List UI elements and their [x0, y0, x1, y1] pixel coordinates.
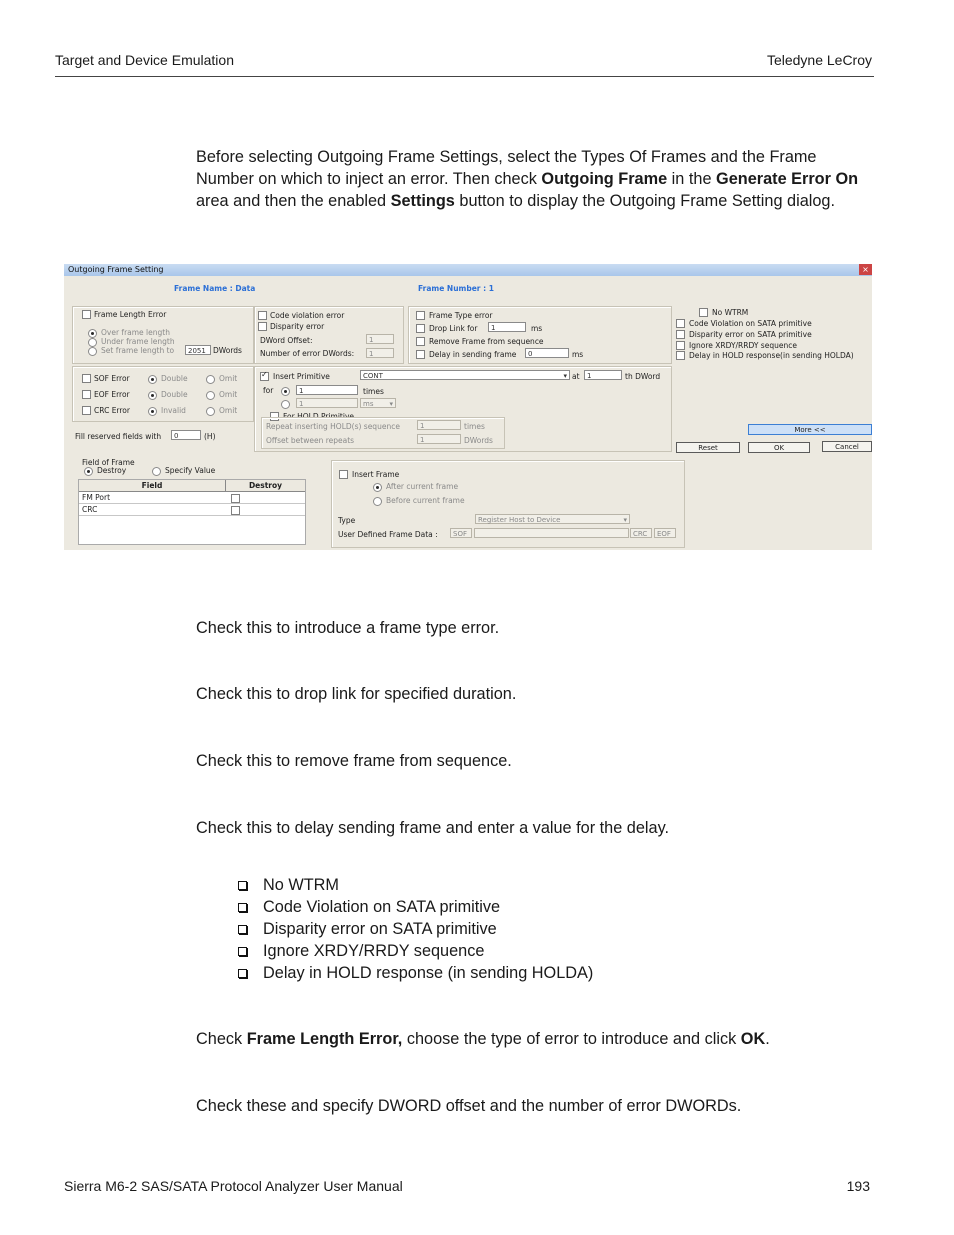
primitive-select[interactable]	[360, 370, 570, 380]
offset-between-label: Offset between repeats	[266, 436, 355, 445]
row-destroy-checkbox[interactable]	[231, 494, 240, 503]
ms-unit-select[interactable]	[360, 398, 396, 408]
eof-omit-radio[interactable]	[206, 391, 215, 400]
remove-frame-description: Check this to remove frame from sequence.	[196, 752, 512, 770]
sof-field[interactable]: SOF	[450, 528, 472, 538]
primitive-value: CONT	[363, 372, 383, 380]
at-label: at	[572, 372, 580, 381]
before-current-label: Before current frame	[386, 496, 465, 505]
after-current-radio[interactable]	[373, 483, 382, 492]
ms-unit-value: ms	[363, 400, 374, 408]
col-field-header: Field	[79, 480, 226, 492]
repeat-hold-input[interactable]: 1	[417, 420, 461, 430]
dword-description: Check these and specify DWORD offset and the number of error DWORDs.	[196, 1097, 742, 1115]
field-of-frame-label: Field of Frame	[82, 458, 135, 467]
code-violation-sata-checkbox[interactable]	[676, 319, 685, 328]
disparity-error-label: Disparity error	[270, 322, 325, 331]
drop-link-unit: ms	[531, 324, 543, 333]
after-current-label: After current frame	[386, 482, 459, 491]
type-value: Register Host to Device	[478, 516, 561, 524]
frame-number-label: Frame Number : 1	[418, 284, 494, 293]
sata-options-list	[238, 874, 593, 984]
col-destroy-header: Destroy	[226, 480, 305, 492]
chevron-down-icon: ▾	[563, 372, 567, 380]
th-dword-label: th DWord	[625, 372, 661, 381]
list-item: No WTRM	[238, 874, 593, 896]
header-left: Target and Device Emulation	[55, 52, 234, 68]
chevron-down-icon: ▾	[389, 400, 393, 408]
cancel-button[interactable]: Cancel	[822, 441, 872, 452]
before-current-radio[interactable]	[373, 497, 382, 506]
frame-type-error-checkbox[interactable]	[416, 311, 425, 320]
delay-hold-checkbox[interactable]	[676, 351, 685, 360]
destroy-label: Destroy	[97, 466, 127, 475]
bullet-box-icon	[238, 969, 247, 978]
delay-sending-input[interactable]: 0	[525, 348, 569, 358]
row-field-name: FM Port	[82, 493, 111, 502]
eof-field[interactable]: EOF	[654, 528, 676, 538]
under-frame-length-radio[interactable]	[88, 338, 97, 347]
frame-length-error-label: Frame Length Error	[94, 310, 167, 319]
frame-type-error-label: Frame Type error	[429, 311, 493, 320]
code-violation-label: Code violation error	[270, 311, 345, 320]
type-label: Type	[338, 516, 356, 525]
field-table	[78, 479, 306, 545]
crc-error-label: CRC Error	[94, 406, 130, 415]
bullet-box-icon	[238, 947, 247, 956]
offset-between-input[interactable]: 1	[417, 434, 461, 444]
for-label: for	[263, 386, 274, 395]
times-label: times	[363, 387, 384, 396]
fill-reserved-unit: (H)	[204, 432, 216, 441]
sof-double-label: Double	[161, 374, 188, 383]
repeat-hold-label: Repeat inserting HOLD(s) sequence	[266, 422, 400, 431]
outgoing-frame-setting-dialog	[64, 264, 872, 550]
chevron-down-icon: ▾	[623, 516, 627, 524]
footer-title: Sierra M6-2 SAS/SATA Protocol Analyzer User Manual	[64, 1178, 403, 1194]
eof-double-radio[interactable]	[148, 391, 157, 400]
crc-omit-radio[interactable]	[206, 407, 215, 416]
row-destroy-checkbox[interactable]	[231, 506, 240, 515]
bullet-box-icon	[238, 903, 247, 912]
over-frame-length-label: Over frame length	[101, 328, 170, 337]
frame-length-error-checkbox[interactable]	[82, 310, 91, 319]
over-frame-length-radio[interactable]	[88, 329, 97, 338]
eof-double-label: Double	[161, 390, 188, 399]
delay-sending-unit: ms	[572, 350, 584, 359]
ms-input[interactable]: 1	[296, 398, 358, 408]
bullet-box-icon	[238, 925, 247, 934]
disparity-sata-label: Disparity error on SATA primitive	[689, 330, 812, 339]
remove-frame-label: Remove Frame from sequence	[429, 337, 544, 346]
crc-invalid-radio[interactable]	[148, 407, 157, 416]
at-input[interactable]: 1	[584, 370, 622, 380]
sof-omit-radio[interactable]	[206, 375, 215, 384]
more-button[interactable]: More <<	[748, 424, 872, 435]
table-row	[79, 492, 305, 504]
header-right: Teledyne LeCroy	[766, 52, 872, 68]
dialog-title: Outgoing Frame Setting	[64, 264, 872, 276]
for-times-radio[interactable]	[281, 387, 290, 396]
page-number: 193	[846, 1178, 870, 1194]
fill-reserved-label: Fill reserved fields with	[75, 432, 162, 441]
crc-field[interactable]: CRC	[630, 528, 652, 538]
for-hold-label: For HOLD Primitive	[283, 412, 355, 421]
disparity-error-checkbox[interactable]	[258, 322, 267, 331]
frame-length-description: Check Frame Length Error, choose the type of error to introduce and click OK.	[196, 1030, 770, 1048]
drop-link-checkbox[interactable]	[416, 324, 425, 333]
for-ms-radio[interactable]	[281, 400, 290, 409]
close-icon[interactable]: ×	[859, 264, 872, 275]
drop-link-description: Check this to drop link for specified duration.	[196, 685, 517, 703]
frame-type-description: Check this to introduce a frame type error.	[196, 619, 500, 637]
set-frame-length-radio[interactable]	[88, 347, 97, 356]
delay-sending-checkbox[interactable]	[416, 350, 425, 359]
insert-frame-label: Insert Frame	[352, 470, 400, 479]
times-input[interactable]: 1	[296, 385, 358, 395]
no-wtrm-label: No WTRM	[712, 308, 749, 317]
ignore-xrdy-label: Ignore XRDY/RRDY sequence	[689, 341, 797, 350]
crc-omit-label: Omit	[219, 406, 238, 415]
code-violation-sata-label: Code Violation on SATA primitive	[689, 319, 812, 328]
disparity-sata-checkbox[interactable]	[676, 330, 685, 339]
sof-error-label: SOF Error	[94, 374, 130, 383]
fill-reserved-input[interactable]: 0	[171, 430, 201, 440]
specify-value-label: Specify Value	[165, 466, 216, 475]
list-item: Code Violation on SATA primitive	[238, 896, 593, 918]
intro-paragraph: Before selecting Outgoing Frame Settings, select the Types Of Frames and the Frame Number on which to inject an error. Then check Outgoing Frame in the Generate Error On area and then the enabled Settings button to display the Outgoing Frame Setting dialog.	[196, 148, 859, 210]
code-violation-checkbox[interactable]	[258, 311, 267, 320]
remove-frame-checkbox[interactable]	[416, 337, 425, 346]
specify-value-radio[interactable]	[152, 467, 161, 476]
destroy-radio[interactable]	[84, 467, 93, 476]
frame-length-input[interactable]: 2051	[185, 345, 211, 355]
crc-error-checkbox[interactable]	[82, 406, 91, 415]
crc-invalid-label: Invalid	[161, 406, 186, 415]
list-item: Delay in HOLD response (in sending HOLDA)	[238, 962, 593, 984]
ok-button[interactable]: OK	[748, 442, 810, 453]
sof-double-radio[interactable]	[148, 375, 157, 384]
insert-primitive-checkbox[interactable]	[260, 372, 269, 381]
frame-length-unit: DWords	[213, 346, 242, 355]
row-field-name: CRC	[82, 505, 98, 514]
number-error-dwords-label: Number of error DWords:	[260, 349, 355, 358]
set-frame-length-label: Set frame length to	[101, 346, 175, 355]
number-error-dwords-input[interactable]: 1	[366, 348, 394, 358]
drop-link-input[interactable]: 1	[488, 322, 526, 332]
delay-sending-description: Check this to delay sending frame and enter a value for the delay.	[196, 819, 670, 837]
table-row	[79, 504, 305, 516]
list-item: Ignore XRDY/RRDY sequence	[238, 940, 593, 962]
eof-omit-label: Omit	[219, 390, 238, 399]
insert-primitive-label: Insert Primitive	[273, 372, 330, 381]
frame-name-label: Frame Name : Data	[174, 284, 256, 293]
delay-hold-label: Delay in HOLD response(in sending HOLDA)	[689, 351, 854, 360]
list-item: Disparity error on SATA primitive	[238, 918, 593, 940]
dword-offset-label: DWord Offset:	[260, 336, 313, 345]
eof-error-label: EOF Error	[94, 390, 130, 399]
reset-button[interactable]: Reset	[676, 442, 740, 453]
eof-error-checkbox[interactable]	[82, 390, 91, 399]
bullet-box-icon	[238, 881, 247, 890]
insert-frame-checkbox[interactable]	[339, 470, 348, 479]
no-wtrm-checkbox[interactable]	[699, 308, 708, 317]
user-data-input[interactable]	[474, 528, 629, 538]
type-select[interactable]	[475, 514, 630, 524]
offset-between-unit: DWords	[464, 436, 493, 445]
repeat-hold-unit: times	[464, 422, 485, 431]
under-frame-length-label: Under frame length	[101, 337, 175, 346]
drop-link-label: Drop Link for	[429, 324, 478, 333]
sof-omit-label: Omit	[219, 374, 238, 383]
user-defined-label: User Defined Frame Data :	[338, 530, 438, 539]
header-rule	[55, 76, 874, 77]
ignore-xrdy-checkbox[interactable]	[676, 341, 685, 350]
dword-offset-input[interactable]: 1	[366, 334, 394, 344]
sof-error-checkbox[interactable]	[82, 374, 91, 383]
delay-sending-label: Delay in sending frame	[429, 350, 517, 359]
